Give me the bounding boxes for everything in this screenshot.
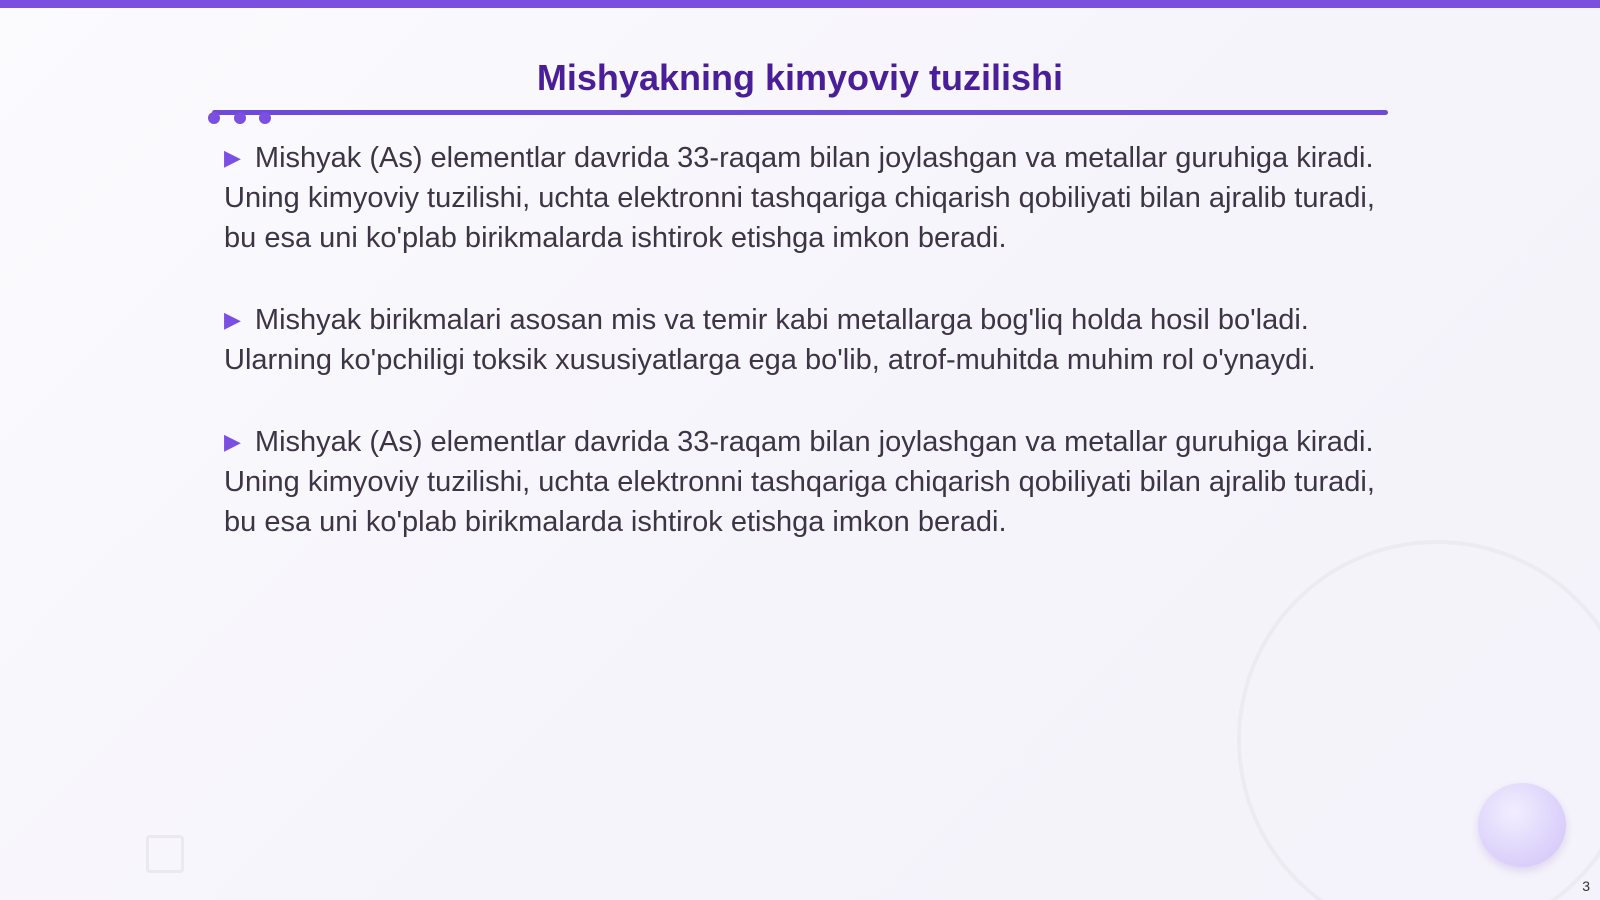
slide-title: Mishyakning kimyoviy tuzilishi [536, 57, 1064, 98]
top-accent-bar [0, 0, 1600, 8]
bullet-text: Mishyak (As) elementlar davrida 33-raqam bilan joylashgan va metallar guruhiga kiradi. Uning kimyoviy tuzilishi, uchta elektronni tashqariga chiqarish qobiliyati bilan ajralib turadi, bu esa uni ko'plab birikmalarda ishtirok etishga imkon beradi. [224, 142, 1375, 254]
title-underline [212, 110, 1388, 115]
page-number: 3 [1582, 878, 1590, 894]
bullet-text: Mishyak (As) elementlar davrida 33-raqam bilan joylashgan va metallar guruhiga kiradi. Uning kimyoviy tuzilishi, uchta elektronni tashqariga chiqarish qobiliyati bilan ajralib turadi, bu esa uni ko'plab birikmalarda ishtirok etishga imkon beradi. [224, 426, 1375, 538]
decorative-dot [234, 112, 246, 124]
bullet-text: Mishyak birikmalari asosan mis va temir kabi metallarga bog'liq holda hosil bo'ladi. Ularning ko'pchiligi toksik xususiyatlarga ega bo'lib, atrof-muhitda muhim rol o'ynaydi. [224, 304, 1316, 376]
bullet-arrow-icon: ▶ [224, 307, 241, 332]
bullet-arrow-icon: ▶ [224, 145, 241, 170]
bullet-arrow-icon: ▶ [224, 429, 241, 454]
decorative-bubble [1478, 783, 1566, 867]
bullet-item-3 [224, 422, 1384, 542]
decorative-square [146, 835, 184, 873]
bullet-item-2 [224, 300, 1384, 380]
bullet-list [224, 138, 1384, 584]
bullet-item-1 [224, 138, 1384, 258]
decorative-dot [208, 112, 220, 124]
decorative-dot [259, 112, 271, 124]
